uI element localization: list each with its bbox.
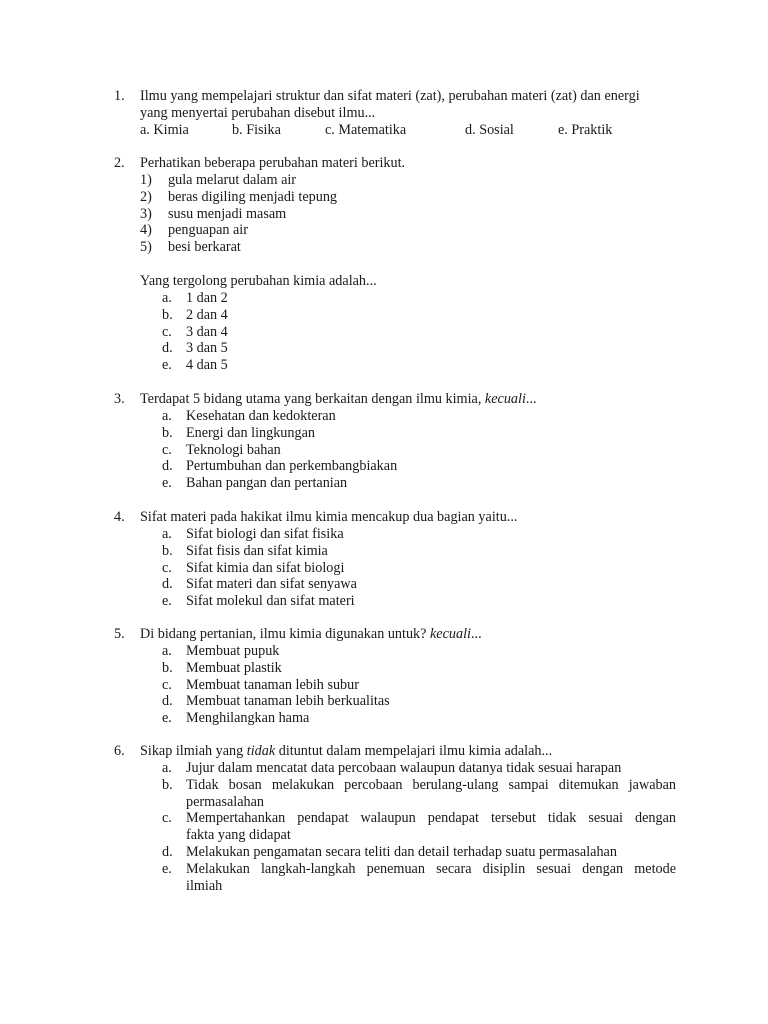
option-item: b. Sifat fisis dan sifat kimia <box>162 542 328 559</box>
option-item: a. Jujur dalam mencatat data percobaan walaupun datanya tidak sesuai harapan <box>162 760 622 776</box>
option-item: b. Energi dan lingkungan <box>162 424 315 441</box>
option-item: a. 1 dan 2 <box>162 290 228 306</box>
option-item: c. Membuat tanaman lebih subur <box>162 676 359 693</box>
option-item: e. 4 dan 5 <box>162 357 228 374</box>
option-item: e. Sifat molekul dan sifat materi <box>162 593 355 610</box>
option-item: a. Kesehatan dan kedokteran <box>162 408 336 424</box>
option-item: b. Tidak bosan melakukan percobaan berulang-ulang sampai ditemukan jawaban <box>162 776 676 793</box>
option-continuation: ilmiah <box>186 877 223 894</box>
option-a: a. Kimia <box>140 121 189 138</box>
list-item: 2) beras digiling menjadi tepung <box>140 188 338 205</box>
option-item: e. Menghilangkan hama <box>162 710 310 727</box>
option-d: d. Sosial <box>465 121 514 138</box>
option-item: b. Membuat plastik <box>162 659 282 676</box>
question-number: 3. <box>114 391 125 407</box>
option-e: e. Praktik <box>558 121 613 138</box>
question-text: Terdapat 5 bidang utama yang berkaitan dengan ilmu kimia, kecuali... <box>140 391 537 407</box>
option-item: e. Melakukan langkah-langkah penemuan secara disiplin sesuai dengan metode <box>162 860 676 877</box>
option-b: b. Fisika <box>232 121 281 138</box>
question-number: 1. <box>114 88 125 104</box>
options-list <box>0 760 768 894</box>
option-item: b. 2 dan 4 <box>162 306 228 323</box>
option-item: a. Sifat biologi dan sifat fisika <box>162 526 344 542</box>
option-item: a. Membuat pupuk <box>162 643 280 659</box>
option-item: c. Mempertahankan pendapat walaupun pendapat tersebut tidak sesuai dengan <box>162 810 676 827</box>
option-item: d. Pertumbuhan dan perkembangbiakan <box>162 458 398 475</box>
options-list <box>0 526 768 610</box>
options-list <box>0 408 768 492</box>
question-number: 6. <box>114 743 125 759</box>
option-item: d. Sifat materi dan sifat senyawa <box>162 576 357 593</box>
option-item: c. Teknologi bahan <box>162 441 281 458</box>
change-list <box>0 172 768 256</box>
option-continuation: permasalahan <box>186 793 264 810</box>
option-item: c. Sifat kimia dan sifat biologi <box>162 559 345 576</box>
option-item: d. Membuat tanaman lebih berkualitas <box>162 693 390 710</box>
question-text: Perhatikan beberapa perubahan materi berikut. <box>140 155 406 171</box>
question-prompt: Yang tergolong perubahan kimia adalah... <box>140 273 377 289</box>
list-item: 5) besi berkarat <box>140 239 241 256</box>
options-list <box>0 290 768 374</box>
question-number: 2. <box>114 155 125 171</box>
question-text: Di bidang pertanian, ilmu kimia digunakan untuk? kecuali... <box>140 626 482 642</box>
option-item: d. 3 dan 5 <box>162 340 228 357</box>
question-text-line: Ilmu yang mempelajari struktur dan sifat materi (zat), perubahan materi (zat) dan energi <box>140 88 640 104</box>
question-number: 4. <box>114 509 125 525</box>
options-list <box>0 643 768 727</box>
list-item: 3) susu menjadi masam <box>140 205 287 222</box>
question-text: Sifat materi pada hakikat ilmu kimia mencakup dua bagian yaitu... <box>140 509 518 525</box>
list-item: 1) gula melarut dalam air <box>140 172 297 188</box>
question-number: 5. <box>114 626 125 642</box>
option-item: e. Bahan pangan dan pertanian <box>162 475 348 492</box>
list-item: 4) penguapan air <box>140 222 248 239</box>
option-c: c. Matematika <box>325 121 407 138</box>
option-continuation: fakta yang didapat <box>186 827 291 844</box>
question-text-line: yang menyertai perubahan disebut ilmu... <box>140 104 376 121</box>
option-item: c. 3 dan 4 <box>162 323 228 340</box>
question-text <box>140 88 676 122</box>
option-item: d. Melakukan pengamatan secara teliti dan detail terhadap suatu permasalahan <box>162 843 617 860</box>
question-text: Sikap ilmiah yang tidak dituntut dalam mempelajari ilmu kimia adalah... <box>140 743 553 759</box>
